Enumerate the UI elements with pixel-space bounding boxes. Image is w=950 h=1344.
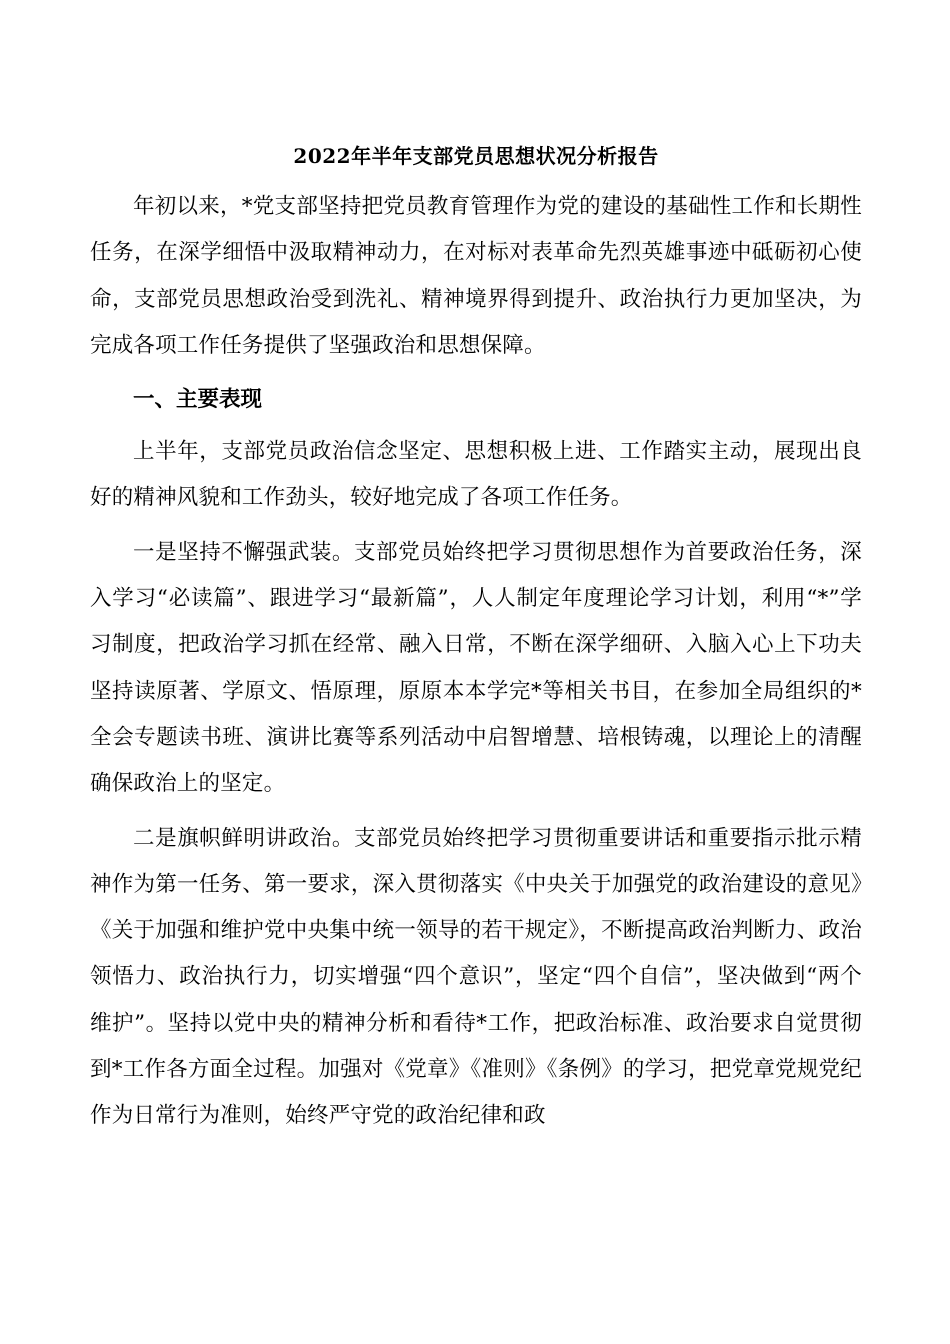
section-summary-paragraph: 上半年，支部党员政治信念坚定、思想积极上进、工作踏实主动，展现出良好的精神风貌和工作劲头，较好地完成了各项工作任务。 bbox=[90, 439, 862, 511]
intro-paragraph: 年初以来，*党支部坚持把党员教育管理作为党的建设的基础性工作和长期性任务，在深学细悟中汲取精神动力，在对标对表革命先烈英雄事迹中砥砺初心使命，支部党员思想政治受到洗礼、精神境界得到提升、政治执行力更加坚决，为完成各项工作任务提供了坚强政治和思想保障。 bbox=[90, 194, 862, 358]
point-two-paragraph: 二是旗帜鲜明讲政治。支部党员始终把学习贯彻重要讲话和重要指示批示精神作为第一任务、第一要求，深入贯彻落实《中央关于加强党的政治建设的意见》《关于加强和维护党中央集中统一领导的若干规定》，不断提高政治判断力、政治领悟力、政治执行力，切实增强“四个意识”，坚定“四个自信”，坚决做到“两个维护”。坚持以党中央的精神分析和看待*工作，把政治标准、政治要求自觉贯彻到*工作各方面全过程。加强对《党章》《准则》《条例》的学习，把党章党规党纪作为日常行为准则，始终严守党的政治纪律和政 bbox=[90, 825, 862, 1129]
point-one-paragraph: 一是坚持不懈强武装。支部党员始终把学习贯彻思想作为首要政治任务，深入学习“必读篇”、跟进学习“最新篇”，人人制定年度理论学习计划，利用“*”学习制度，把政治学习抓在经常、融入日常，不断在深学细研、入脑入心上下功夫坚持读原著、学原文、悟原理，原原本本学完*等相关书目，在参加全局组织的*全会专题读书班、演讲比赛等系列活动中启智增慧、培根铸魂，以理论上的清醒确保政治上的坚定。 bbox=[90, 539, 862, 797]
section-heading-main-performance: 一、主要表现 bbox=[133, 387, 263, 413]
document-body bbox=[90, 138, 862, 1140]
document-title: 2022年半年支部党员思想状况分析报告 bbox=[293, 144, 659, 168]
